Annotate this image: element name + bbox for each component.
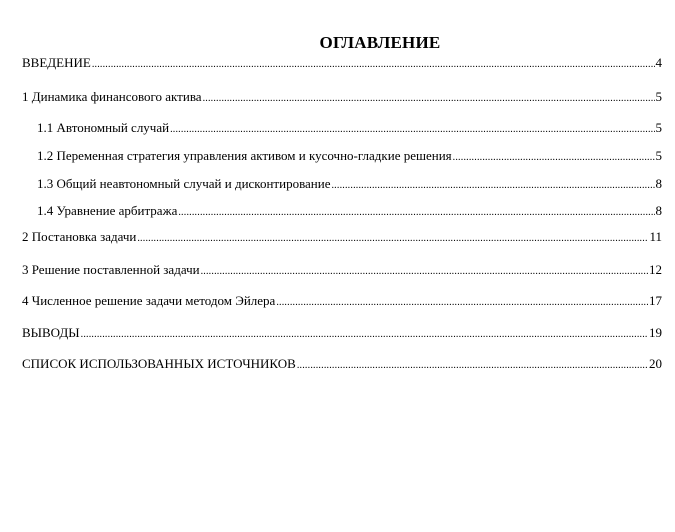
toc-entry (37, 176, 662, 194)
toc-entry-label: 1 Динамика финансового актива (22, 89, 202, 104)
toc-entry-page: 4 (655, 55, 662, 70)
toc-entry-page: 20 (649, 356, 662, 371)
toc-entry-label: 1.2 Переменная стратегия управления активом и кусочно-гладкие решения (37, 148, 452, 163)
toc-entry (22, 89, 662, 107)
toc-dot-leader (92, 57, 655, 73)
toc-entry (37, 120, 662, 138)
toc-entry-page: 5 (655, 89, 662, 104)
toc-dot-leader (297, 358, 648, 374)
toc-dot-leader (201, 264, 648, 280)
toc-entry-label: 3 Решение поставленной задачи (22, 262, 200, 277)
toc-entry-label: ВЫВОДЫ (22, 325, 80, 340)
toc-entry-page: 5 (655, 120, 662, 135)
toc-entry (22, 325, 662, 343)
toc-entry (22, 229, 662, 247)
toc-entry-page: 17 (649, 293, 662, 308)
toc-entry-page: 5 (655, 148, 662, 163)
toc-dot-leader (178, 205, 654, 221)
toc-entry-page: 12 (649, 262, 662, 277)
toc-entry-label: 1.4 Уравнение арбитража (37, 203, 178, 218)
toc-dot-leader (276, 295, 648, 311)
toc-entry (37, 203, 662, 221)
toc-dot-leader (170, 122, 654, 138)
toc-entry-page: 8 (655, 176, 662, 191)
toc-entry-page: 11 (649, 229, 662, 244)
toc-entry-page: 8 (655, 203, 662, 218)
toc-entry-label: 4 Численное решение задачи методом Эйлера (22, 293, 276, 308)
toc-entry-label: СПИСОК ИСПОЛЬЗОВАННЫХ ИСТОЧНИКОВ (22, 356, 296, 371)
toc-title: ОГЛАВЛЕНИЕ (319, 33, 441, 52)
toc-entry (22, 262, 662, 280)
toc-entry-page: 19 (649, 325, 662, 340)
toc-dot-leader (203, 91, 655, 107)
toc-entry-label: 1.3 Общий неавтономный случай и дисконтирование (37, 176, 331, 191)
toc-entry (37, 148, 662, 166)
toc-entry-label: 2 Постановка задачи (22, 229, 137, 244)
toc-entry-label: 1.1 Автономный случай (37, 120, 170, 135)
toc-dot-leader (81, 327, 648, 343)
toc-entry-label: ВВЕДЕНИЕ (22, 55, 91, 70)
toc-entry (22, 356, 662, 374)
toc-dot-leader (331, 178, 654, 194)
toc-dot-leader (137, 231, 648, 247)
toc-entry (22, 55, 662, 73)
toc-entry (22, 293, 662, 311)
toc-dot-leader (453, 150, 655, 166)
